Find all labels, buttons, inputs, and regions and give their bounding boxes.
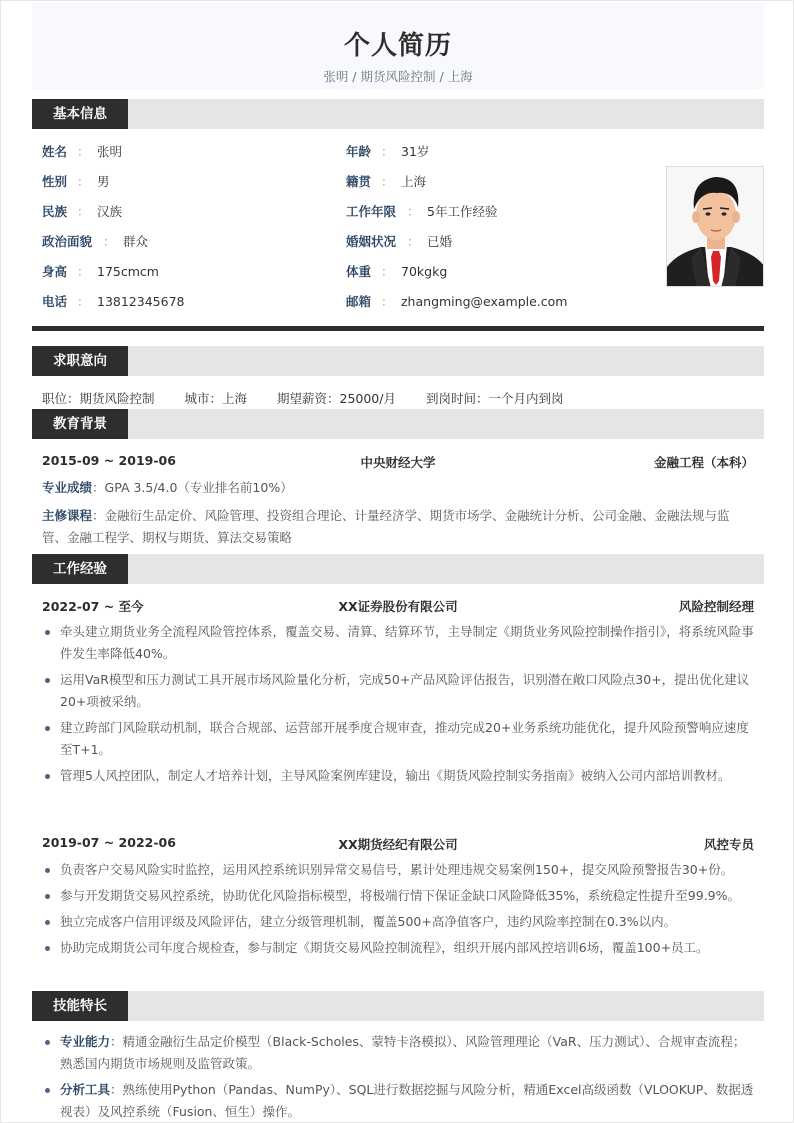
info-colon: ： [381,174,394,189]
grade-value: ：GPA 3.5/4.0（专业排名前10%） [92,480,293,495]
info-colon: ： [77,174,90,189]
education-major: 金融工程（本科） [653,455,754,470]
info-value: 31岁 [401,144,430,159]
info-label: 年龄 [346,144,372,159]
info-political [42,233,332,251]
info-value: zhangming@example.com [401,294,568,309]
profile-photo [666,166,764,287]
info-colon: ： [77,264,90,279]
list-item: 运用VaR模型和压力测试工具开展市场风险量化分析，完成50+产品风险评估报告，识别潜在敞口风险点30+，提出优化建议20+项被采纳。 [42,669,754,713]
info-label: 性别 [42,174,68,189]
section-basic-info [32,99,764,129]
section-work-experience [32,554,764,584]
skill-value: ：精通金融衍生品定价模型（Black-Scholes、蒙特卡洛模拟）、风险管理理论（VaR、压力测试）、合规审查流程；熟悉国内期货市场规则及监管政策。 [60,1034,746,1071]
work-entry-header [42,597,754,615]
work-bullets [42,621,754,791]
info-name [42,143,332,161]
info-label: 政治面貌 [42,234,93,249]
section-title: 工作经验 [32,554,128,584]
info-phone [42,293,332,311]
intent-position: 职位：期货风险控制 [42,391,155,406]
section-title: 求职意向 [32,346,128,376]
portrait-icon [667,167,764,287]
info-age [346,143,646,161]
work-date: 2019-07 ~ 2022-06 [42,835,176,850]
info-gender [42,173,332,191]
info-colon: ： [407,234,420,249]
info-label: 体重 [346,264,372,279]
intent-city: 城市：上海 [184,391,248,406]
intent-arrival: 到岗时间：一个月内到岗 [425,391,564,406]
section-job-intent [32,346,764,376]
list-item: 管理5人风控团队，制定人才培养计划，主导风险案例库建设，输出《期货风险控制实务指南》被纳入公司内部培训教材。 [42,765,754,787]
info-label: 籍贯 [346,174,372,189]
list-item: 独立完成客户信用评级及风险评估，建立分级管理机制，覆盖500+高净值客户，违约风险率控制在0.3%以内。 [42,911,754,933]
info-weight [346,263,646,281]
page-subtitle: 张明 / 期货风险控制 / 上海 [323,69,473,84]
education-date: 2015-09 ~ 2019-06 [42,453,176,468]
info-marital [346,233,646,251]
intent-salary: 期望薪资：25000/月 [277,391,396,406]
info-hometown [346,173,646,191]
education-courses [42,505,754,549]
section-title: 技能特长 [32,991,128,1021]
section-education [32,409,764,439]
info-label: 电话 [42,294,68,309]
info-colon: ： [381,144,394,159]
info-label: 工作年限 [346,204,397,219]
page-title: 个人简历 [343,31,452,61]
info-value: 70kgkg [401,264,448,279]
skills-bullets [42,1031,754,1123]
list-item: 建立跨部门风险联动机制，联合合规部、运营部开展季度合规审查，推动完成20+业务系统功能优化，提升风险预警响应速度至T+1。 [42,717,754,761]
info-value: 群众 [123,234,149,249]
info-colon: ： [77,204,90,219]
info-value: 13812345678 [97,294,185,309]
divider [32,326,764,331]
info-label: 婚姻状况 [346,234,397,249]
work-company: XX证券股份有限公司 [338,599,458,614]
info-value: 上海 [401,174,427,189]
resume-header [32,3,764,89]
courses-value: ：金融衍生品定价、风险管理、投资组合理论、计量经济学、期货市场学、金融统计分析、公司金融、金融法规与监管、金融工程学、期权与期货、算法交易策略 [42,508,730,545]
education-school: 中央财经大学 [360,455,436,470]
info-colon: ： [381,264,394,279]
info-label: 邮箱 [346,294,372,309]
skill-value: ：熟练使用Python（Pandas、NumPy）、SQL进行数据挖掘与风险分析，精通Excel高级函数（VLOOKUP、数据透视表）及风控系统（Fusion、恒生）操作。 [60,1082,754,1119]
skill-label: 专业能力 [60,1034,111,1049]
courses-label: 主修课程 [42,508,93,523]
info-value: 已婚 [427,234,453,249]
job-intent-line [42,389,589,407]
education-grade [42,477,754,499]
info-label: 姓名 [42,144,68,159]
section-skills [32,991,764,1021]
work-date: 2022-07 ~ 至今 [42,599,144,614]
list-item: 牵头建立期货业务全流程风险管控体系，覆盖交易、清算、结算环节，主导制定《期货业务风险控制操作指引》，将系统风险事件发生率降低40%。 [42,621,754,665]
info-height [42,263,332,281]
education-entry-header [42,453,754,471]
work-role: 风险控制经理 [678,599,754,614]
info-value: 张明 [97,144,123,159]
work-bullets [42,859,754,963]
info-colon: ： [103,234,116,249]
info-label: 民族 [42,204,68,219]
list-item: 协助完成期货公司年度合规检查，参与制定《期货交易风险控制流程》，组织开展内部风控培训6场，覆盖100+员工。 [42,937,754,959]
list-item [42,1031,754,1075]
list-item: 参与开发期货交易风控系统，协助优化风险指标模型，将极端行情下保证金缺口风险降低35%，系统稳定性提升至99.9%。 [42,885,754,907]
info-value: 男 [97,174,110,189]
list-item: 负责客户交易风险实时监控，运用风控系统识别异常交易信号，累计处理违规交易案例150+，提交风险预警报告30+份。 [42,859,754,881]
info-colon: ： [77,294,90,309]
info-value: 5年工作经验 [427,204,498,219]
grade-label: 专业成绩 [42,480,93,495]
work-role: 风控专员 [703,837,754,852]
info-ethnicity [42,203,332,221]
skill-label: 分析工具 [60,1082,111,1097]
work-entry-header [42,835,754,853]
info-work-years [346,203,646,221]
info-colon: ： [77,144,90,159]
info-email [346,293,646,311]
section-title: 教育背景 [32,409,128,439]
info-value: 175cmcm [97,264,159,279]
work-company: XX期货经纪有限公司 [338,837,458,852]
list-item [42,1079,754,1123]
info-colon: ： [381,294,394,309]
info-colon: ： [407,204,420,219]
info-label: 身高 [42,264,68,279]
section-title: 基本信息 [32,99,128,129]
info-value: 汉族 [97,204,123,219]
